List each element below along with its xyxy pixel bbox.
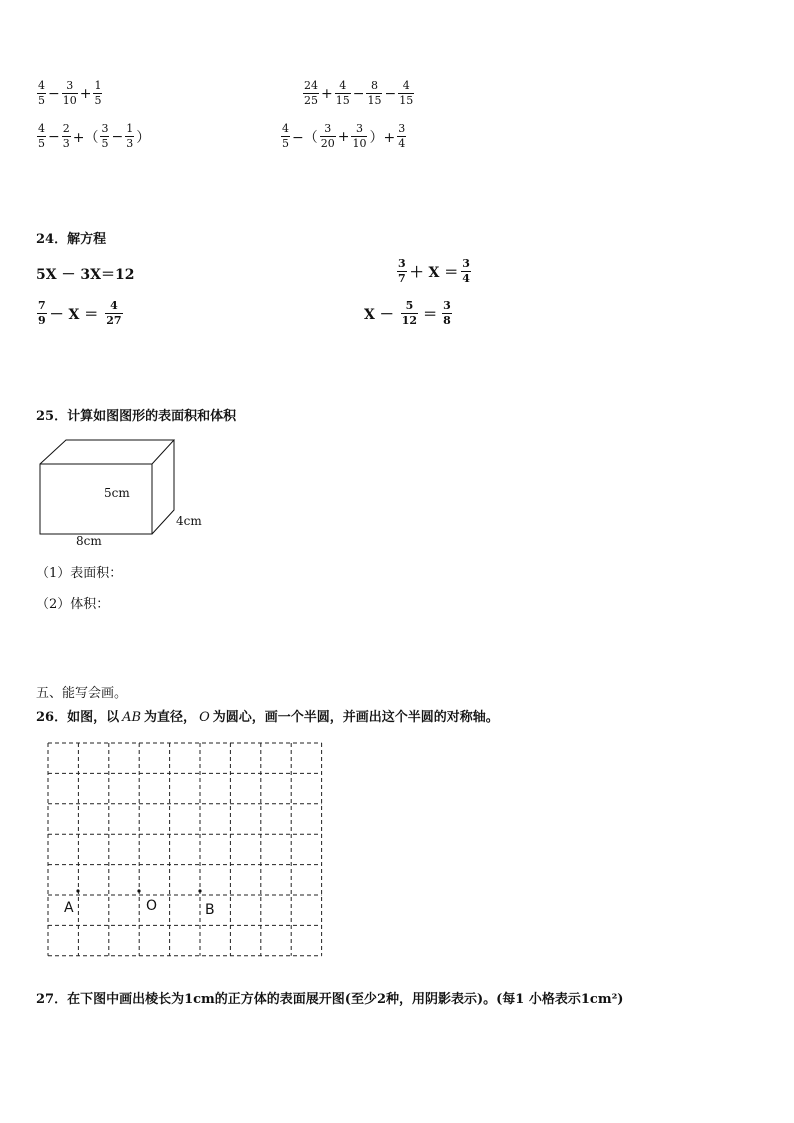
sub-question-volume: （2）体积： — [36, 597, 110, 612]
point-o-dot — [137, 889, 140, 892]
question-24-title: 24．解方程 — [36, 232, 107, 247]
fraction: $\frac{4}{27}$ — [106, 299, 122, 327]
cuboid-side-face — [152, 440, 174, 534]
label-height: 5cm — [104, 486, 130, 500]
section-5-title: 五、能写会画。 — [36, 686, 128, 701]
fraction: $\frac{4}{5}$ — [282, 122, 289, 150]
fraction: $\frac{3}{10}$ — [352, 122, 367, 150]
fraction: $\frac{3}{7}$ — [398, 257, 406, 285]
expression-2: $\frac{24}{25}$ + $\frac{4}{15}$ − $\frac{8}{15}$ − $\frac{4}{15}$ — [304, 79, 414, 107]
sub-question-surface-area: （1）表面积： — [36, 566, 123, 581]
fraction: $\frac{3}{8}$ — [443, 299, 451, 327]
fraction: $\frac{3}{10}$ — [62, 79, 77, 107]
expression-1: $\frac{4}{5}$ − $\frac{3}{10}$ + $\frac{1}{5}$ — [38, 79, 102, 107]
point-o-label: O — [146, 898, 158, 914]
question-27-title: 27．在下图中画出棱长为1cm的正方体的表面展开图(至少2种，用阴影表示)。(每1 小格表示1cm²) — [36, 992, 624, 1007]
fraction: $\frac{2}{3}$ — [62, 122, 70, 150]
fraction: $\frac{24}{25}$ — [304, 79, 318, 107]
point-b-dot — [198, 889, 201, 892]
equation-2: $\frac{3}{7}$ ＋ X ＝ $\frac{3}{4}$ — [398, 257, 470, 285]
fraction: $\frac{3}{4}$ — [462, 257, 470, 285]
fraction: $\frac{3}{5}$ — [101, 122, 109, 150]
point-a-dot — [76, 889, 79, 892]
fraction: $\frac{3}{20}$ — [320, 122, 335, 150]
dashed-grid — [46, 740, 326, 958]
equation-3: $\frac{7}{9}$ － X ＝ $\frac{4}{27}$ — [38, 299, 122, 327]
label-depth: 4cm — [176, 514, 202, 528]
fraction: $\frac{3}{4}$ — [398, 122, 406, 150]
fraction: $\frac{8}{15}$ — [367, 79, 382, 107]
cuboid-front-face — [40, 464, 152, 534]
equation-1: 5X － 3X＝12 — [36, 267, 135, 283]
equation-4: X － $\frac{5}{12}$ ＝ $\frac{3}{8}$ — [364, 299, 451, 327]
fraction: $\frac{4}{15}$ — [335, 79, 350, 107]
label-length: 8cm — [76, 534, 102, 548]
expression-3: $\frac{4}{5}$ − $\frac{2}{3}$ +（ $\frac{3}{5}$ − $\frac{1}{3}$ ） — [38, 122, 151, 150]
fraction: $\frac{4}{5}$ — [38, 122, 45, 150]
point-b-label: B — [205, 902, 215, 918]
expression-4: $\frac{4}{5}$ −（ $\frac{3}{20}$ + $\frac{3}{10}$ ）+ $\frac{3}{4}$ — [282, 122, 406, 150]
question-25-title: 25．计算如图图形的表面积和体积 — [36, 409, 237, 424]
fraction: $\frac{5}{12}$ — [401, 299, 418, 327]
fraction: $\frac{1}{3}$ — [126, 122, 134, 150]
cuboid-top-face — [40, 440, 174, 464]
fraction: $\frac{1}{5}$ — [94, 79, 102, 107]
question-26-title: 26．如图，以 AB 为直径， O 为圆心，画一个半圆，并画出这个半圆的对称轴。 — [36, 710, 499, 725]
fraction: $\frac{4}{15}$ — [399, 79, 414, 107]
fraction: $\frac{4}{5}$ — [38, 79, 45, 107]
point-a-label: A — [64, 900, 74, 916]
fraction: $\frac{7}{9}$ — [38, 299, 46, 327]
